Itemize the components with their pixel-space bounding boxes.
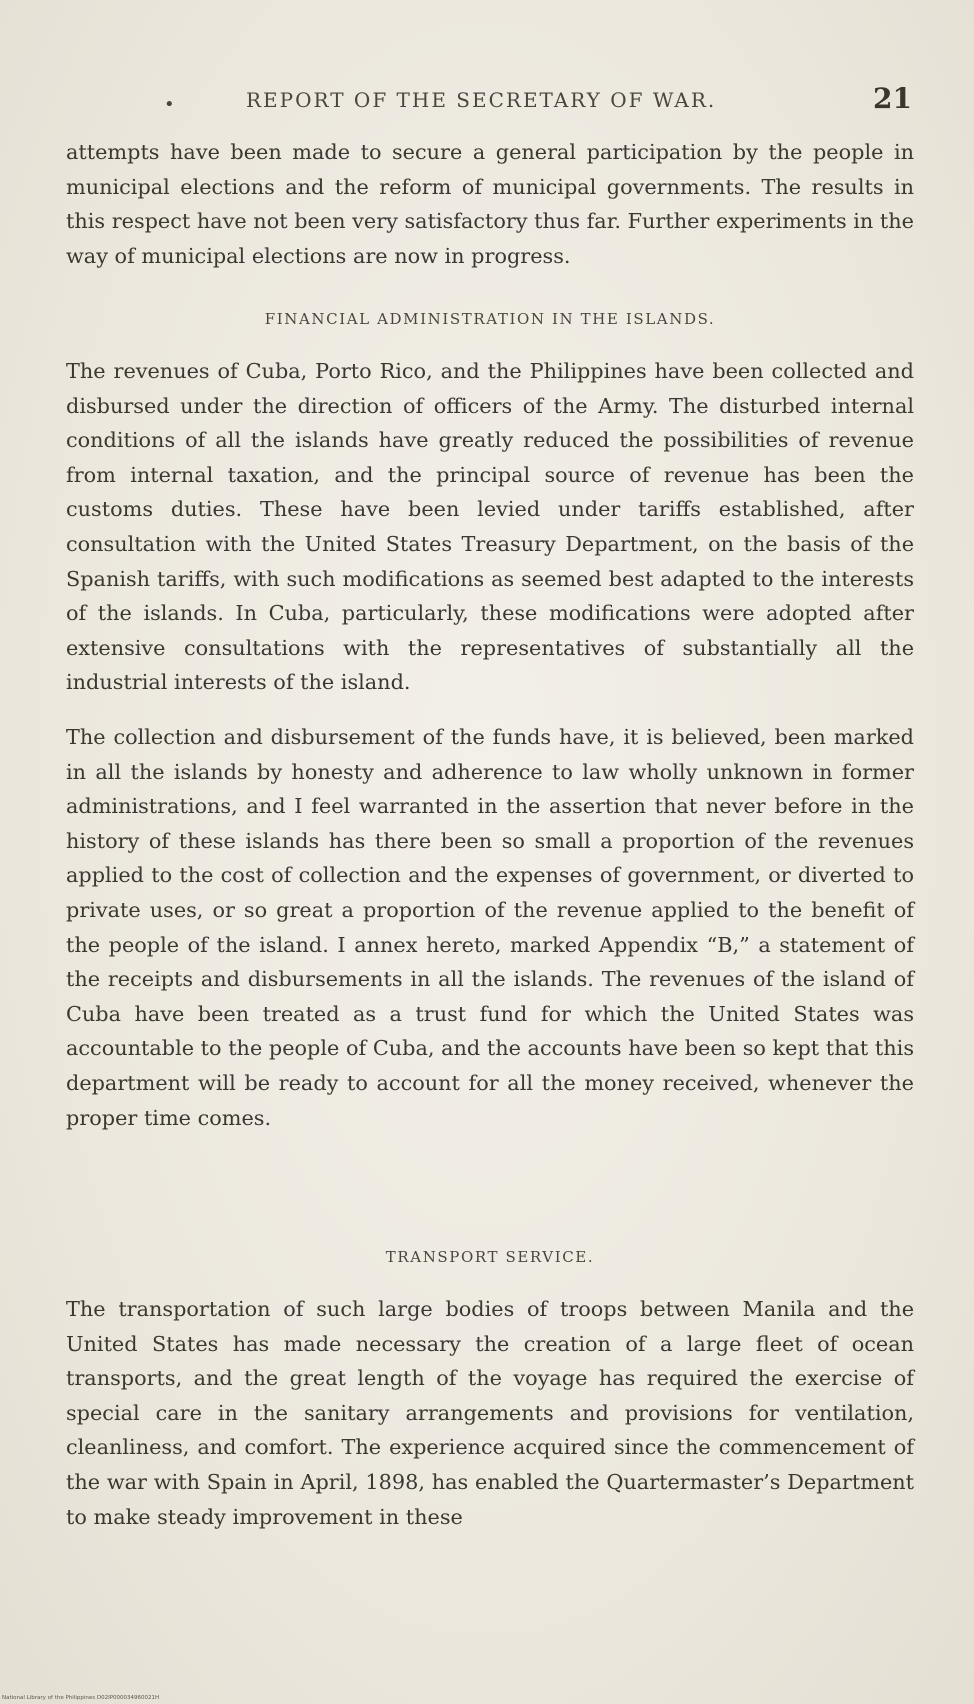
paragraph-municipal-elections: attempts have been made to secure a general participation by the people in municipal elections and the reform of municipal governments. The results in this respect have not been very satisfactory thus far. Further experiments in the way of municipal elections are now in progress. [66,140,914,268]
section-heading-transport: TRANSPORT SERVICE. [385,1248,595,1266]
page-number: 21 [873,82,912,115]
scan-attribution: National Library of the Philippines D02IP000034960021H [2,1695,160,1701]
header-ornament: • [164,94,175,115]
paragraph-collection-disbursement: The collection and disbursement of the funds have, it is believed, been marked in all the islands by honesty and adherence to law wholly unknown in former administrations, and I feel warranted in the assertion that never before in the history of these islands has there been so small a proportion of the revenues applied to the cost of collection and the expenses of government, or diverted to private uses, or so great a proportion of the revenue applied to the benefit of the people of the island. I annex hereto, marked Appendix “B,” a statement of the receipts and disbursements in all the islands. The revenues of the island of Cuba have been treated as a trust fund for which the United States was accountable to the people of Cuba, and the accounts have been so kept that this department will be ready to account for all the money received, whenever the proper time comes. [66,725,914,1130]
paragraph-revenues: The revenues of Cuba, Porto Rico, and the Philippines have been collected and disbursed under the direction of officers of the Army. The disturbed internal conditions of all the islands have greatly reduced the possibilities of revenue from internal taxation, and the principal source of revenue has been the customs duties. These have been levied under tariffs established, after consultation with the United States Treasury Department, on the basis of the Spanish tariffs, with such modifications as seemed best adapted to the interests of the islands. In Cuba, particularly, these modifications were adopted after extensive consultations with the representatives of substantially all the industrial interests of the island. [66,359,914,695]
paragraph-transportation: The transportation of such large bodies of troops between Manila and the United States has made necessary the creation of a large fleet of ocean transports, and the great length of the voyage has required the exercise of special care in the sanitary arrangements and provisions for ventilation, cleanliness, and comfort. The experience acquired since the commencement of the war with Spain in April, 1898, has enabled the Quartermaster’s Department to make steady improvement in these [66,1297,914,1529]
running-header [66,80,912,120]
header-title: REPORT OF THE SECRETARY OF WAR. [246,88,717,112]
section-heading-financial: FINANCIAL ADMINISTRATION IN THE ISLANDS. [264,310,716,328]
